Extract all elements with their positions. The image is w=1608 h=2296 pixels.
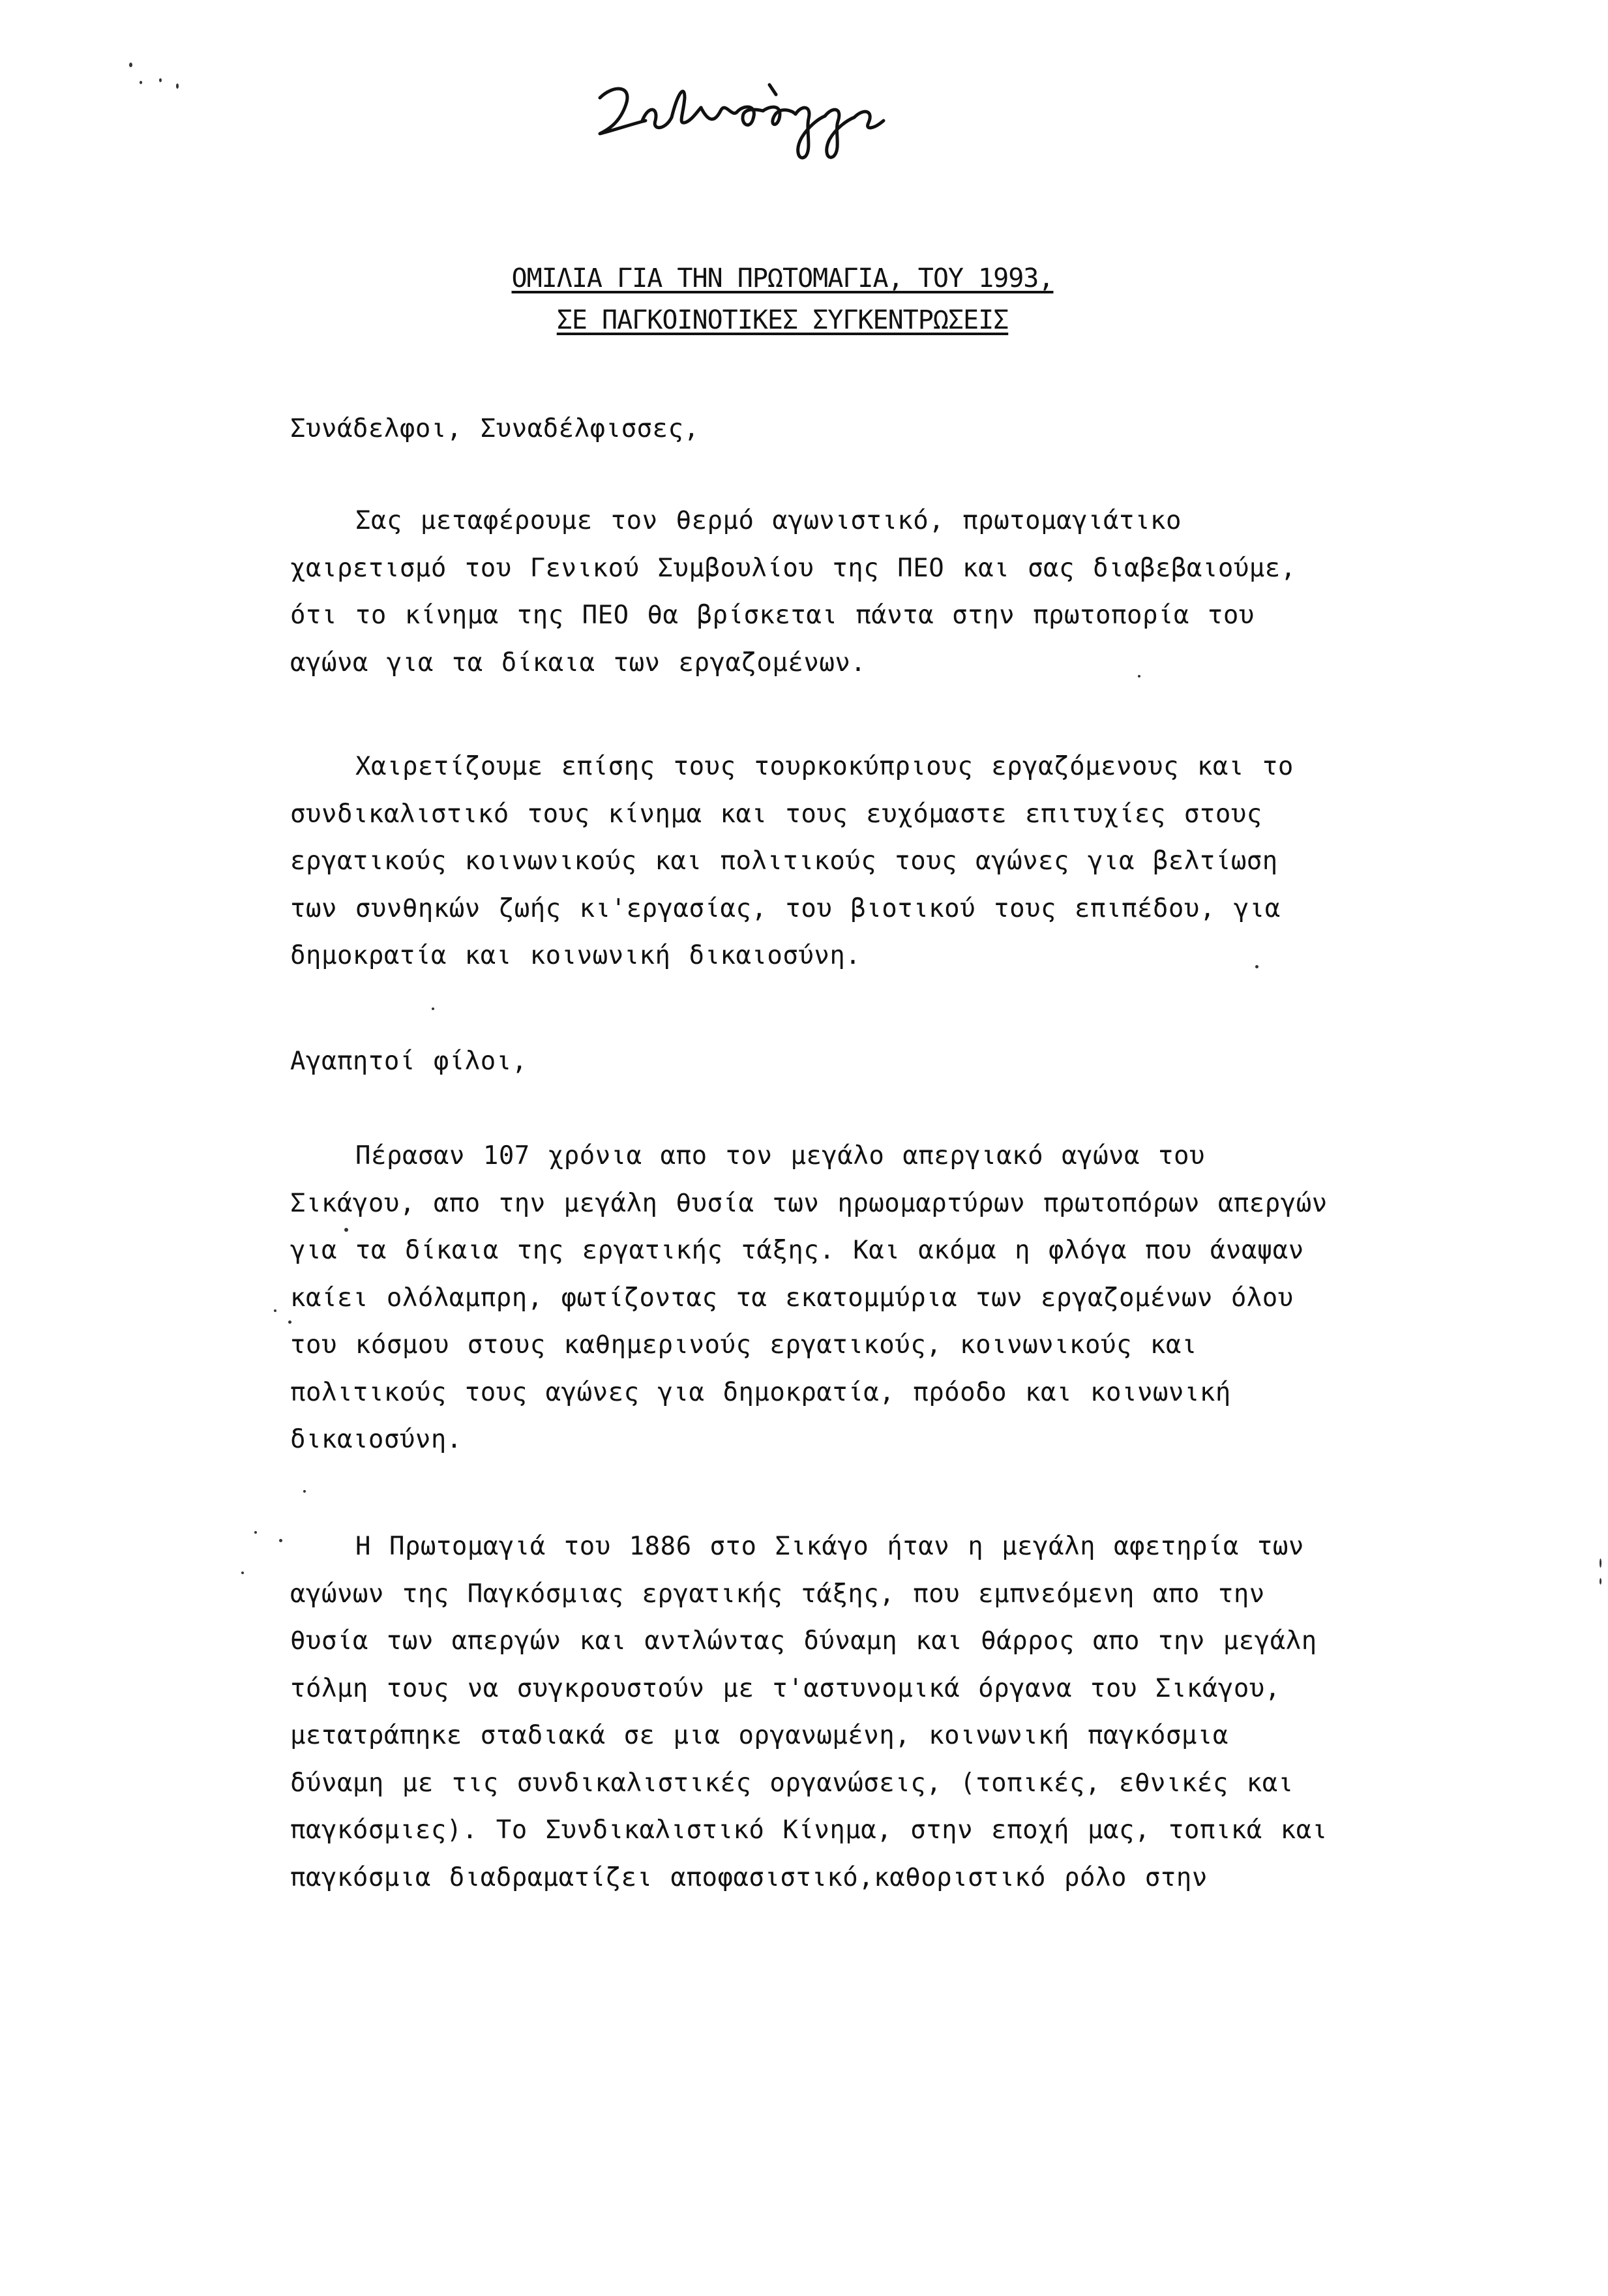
paragraph-line: χαιρετισμό του Γενικού Συμβουλίου της ΠΕΟ και σας διαβεβαιούμε, <box>290 553 1296 583</box>
document-title <box>456 258 1109 341</box>
paragraph-1 <box>290 498 1353 687</box>
paragraph-line: των συνθηκών ζωής κι'εργασίας, του βιοτικού τους επιπέδου, για <box>290 893 1281 923</box>
paragraph-line: Η Πρωτομαγιά του 1886 στο Σικάγο ήταν η μεγάλη αφετηρία των <box>355 1532 1304 1561</box>
salutation-text: Αγαπητοί φίλοι, <box>290 1047 528 1076</box>
paragraph-line: δύναμη με τις συνδικαλιστικές οργανώσεις, (τοπικές, εθνικές και <box>290 1768 1294 1798</box>
paragraph-line: ότι το κίνημα της ΠΕΟ θα βρίσκεται πάντα στην πρωτοπορία του <box>290 601 1255 630</box>
paragraph-3 <box>290 1133 1353 1464</box>
paragraph-line: Σικάγου, απο την μεγάλη θυσία των ηρωομαρτύρων πρωτοπόρων απεργών <box>290 1188 1328 1218</box>
title-line-2: ΣΕ ΠΑΓΚΟΙΝΟΤΙΚΕΣ ΣΥΓΚΕΝΤΡΩΣΕΙΣ <box>556 305 1009 335</box>
paragraph-line: Σας μεταφέρουμε τον θερμό αγωνιστικό, πρωτομαγιάτικο <box>355 506 1182 535</box>
salutation-colleagues <box>290 406 1353 453</box>
paragraph-line: παγκόσμια διαδραματίζει αποφασιστικό,καθοριστικό ρόλο στην <box>290 1862 1208 1892</box>
paragraph-line: μετατράπηκε σταδιακά σε μια οργανωμένη, κοινωνική παγκόσμια <box>290 1721 1228 1750</box>
paragraph-line: Χαιρετίζουμε επίσης τους τουρκοκύπριους εργαζόμενους και το <box>355 752 1294 781</box>
paragraph-line: συνδικαλιστικό τους κίνημα και τους ευχόμαστε επιτυχίες στους <box>290 799 1262 829</box>
salutation-text: Συνάδελφοι, Συναδέλφισσες, <box>290 414 700 443</box>
paragraph-line: δημοκρατία και κοινωνική δικαιοσύνη. <box>290 941 861 970</box>
paragraph-line: δικαιοσύνη. <box>290 1425 462 1454</box>
paragraph-line: εργατικούς κοινωνικούς και πολιτικούς τους αγώνες για βελτίωση <box>290 846 1278 876</box>
title-line-1: ΟΜΙΛΙΑ ΓΙΑ ΤΗΝ ΠΡΩΤΟΜΑΓΙΑ, ΤΟΥ 1993, <box>511 263 1054 293</box>
paragraph-2 <box>290 743 1353 980</box>
paragraph-line: για τα δίκαια της εργατικής τάξης. Και ακόμα η φλόγα που άναψαν <box>290 1236 1304 1265</box>
paragraph-line: τόλμη τους να συγκρουστούν με τ'αστυνομικά όργανα του Σικάγου, <box>290 1673 1281 1703</box>
salutation-friends <box>290 1038 1353 1086</box>
paragraph-line: του κόσμου στους καθημερινούς εργατικούς, κοινωνικούς και <box>290 1330 1197 1360</box>
paragraph-line: Πέρασαν 107 χρόνια απο τον μεγάλο απεργιακό αγώνα του <box>355 1141 1205 1170</box>
paragraph-line: καίει ολόλαμπρη, φωτίζοντας τα εκατομμύρια των εργαζομένων όλου <box>290 1283 1294 1313</box>
paragraph-line: αγώνα για τα δίκαια των εργαζομένων. <box>290 648 867 678</box>
paragraph-line: αγώνων της Παγκόσμιας εργατικής τάξης, που εμπνεόμενη απο την <box>290 1579 1265 1609</box>
paragraph-4 <box>290 1523 1353 1901</box>
paragraph-line: πολιτικούς τους αγώνες για δημοκρατία, πρόοδο και κοινωνική <box>290 1377 1231 1407</box>
paragraph-line: θυσία των απεργών και αντλώντας δύναμη και θάρρος απο την μεγάλη <box>290 1626 1317 1656</box>
paragraph-line: παγκόσμιες). Το Συνδικαλιστικό Κίνημα, στην εποχή μας, τοπικά και <box>290 1815 1328 1845</box>
handwritten-annotation <box>587 59 893 170</box>
